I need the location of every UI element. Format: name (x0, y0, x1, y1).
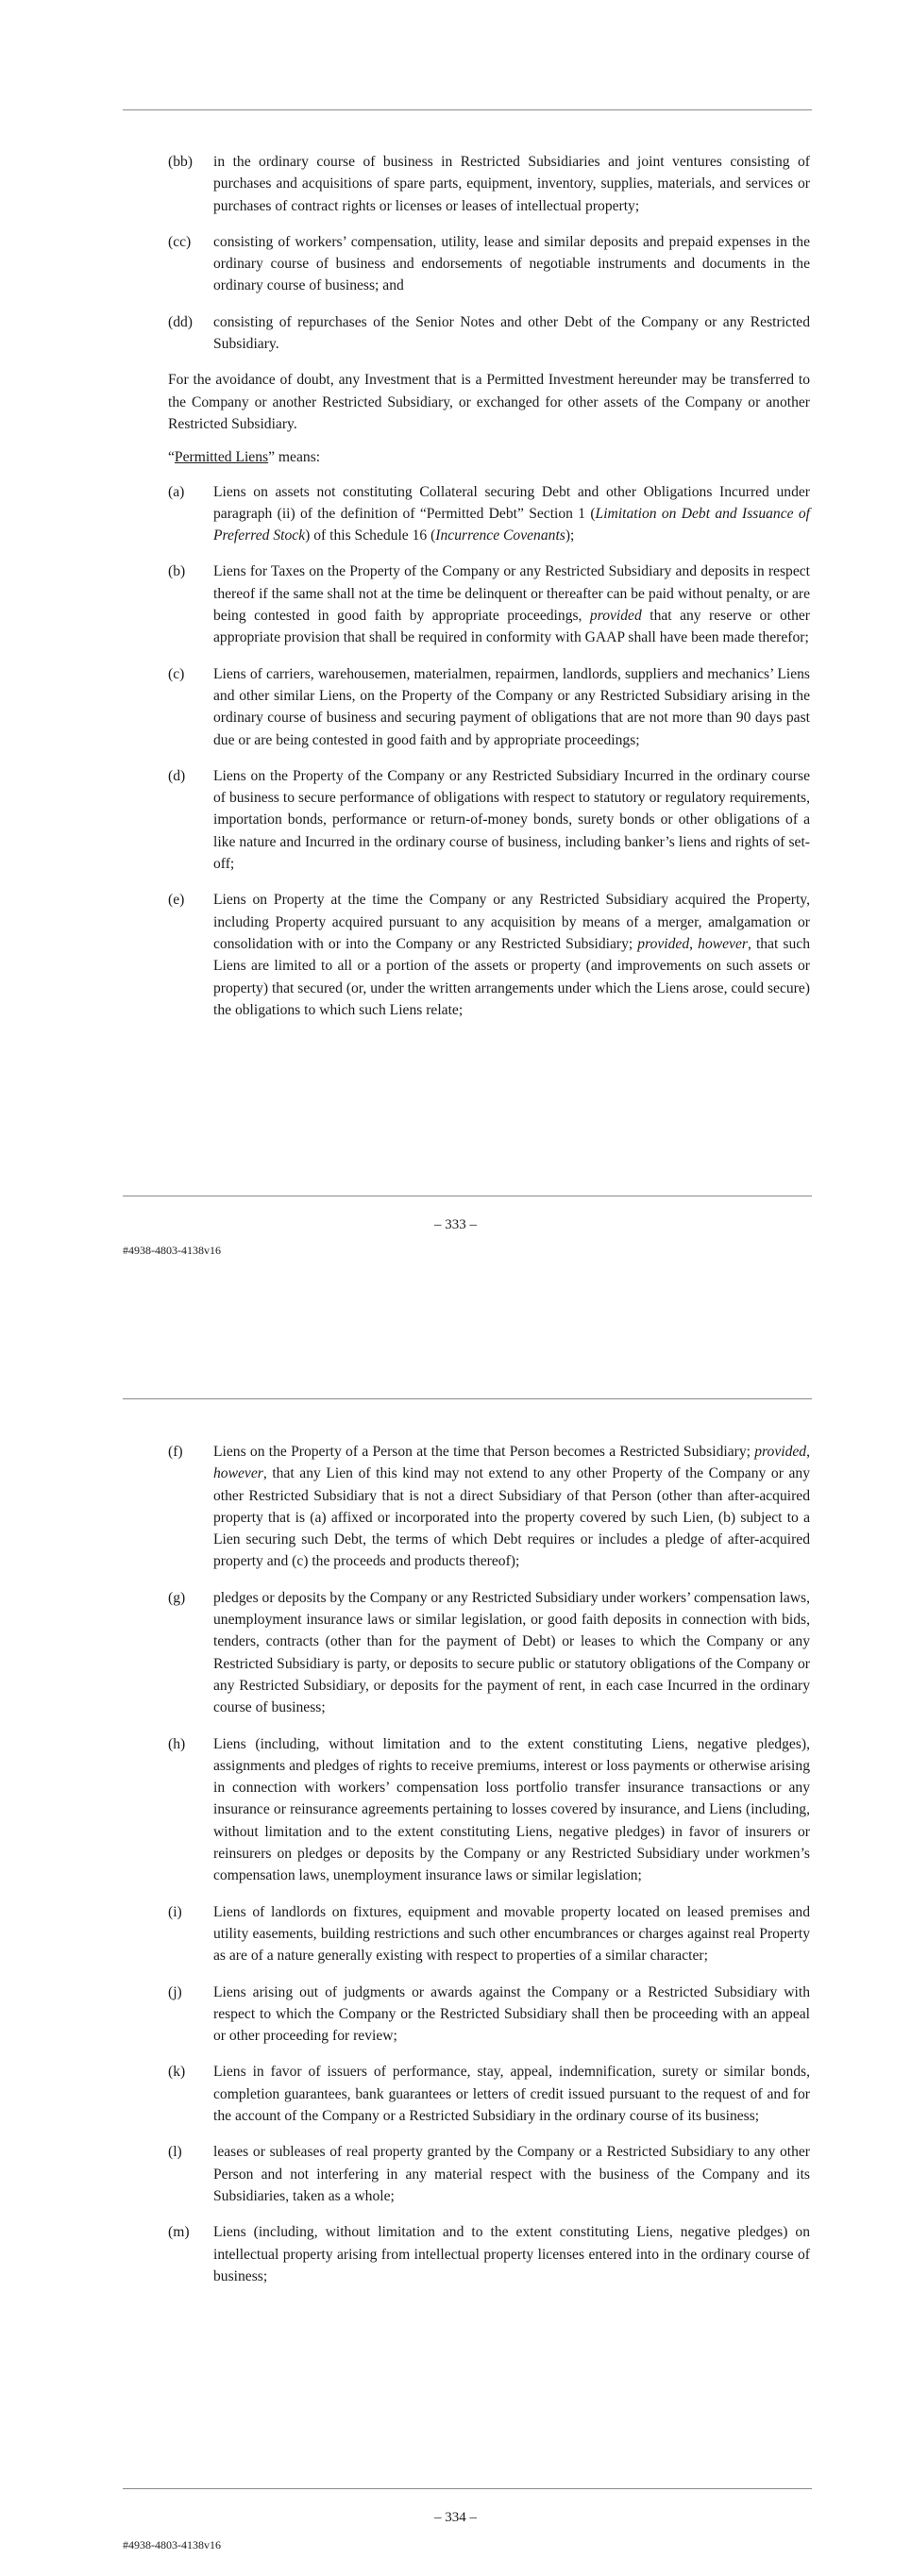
italic-run: Incurrence Covenants (435, 527, 565, 544)
text-run: Liens on assets not constituting Collateral securing Debt and other Obligations Incurred under paragraph (ii) of the definition of “Permitted Debt” Section 1 ( (213, 483, 810, 522)
page-2-top-rule (123, 1398, 812, 1399)
page-1-body (168, 151, 810, 1035)
text-run: Liens on the Property of a Person at the time that Person becomes a Restricted Subsidiary; (213, 1444, 755, 1460)
text-run: , (689, 935, 699, 952)
item-text: in the ordinary course of business in Restricted Subsidiaries and joint ventures consisting of purchases and acquisitions of spare parts, equipment, inventory, supplies, materials, and services or purchases of contract rights or licenses or leases of intellectual property; (213, 154, 810, 214)
item-text (213, 481, 810, 547)
item-text: Liens on the Property of the Company or any Restricted Subsidiary Incurred in the ordinary course of business to secure performance of obligations with respect to statutory or regulatory requirements, importation bonds, performance or return-of-money bonds, surety bonds or other obligations of a like nature and Incurred in the ordinary course of business, including banker’s liens and rights of set-off; (213, 767, 810, 873)
list-item-d (168, 765, 810, 875)
item-label: (cc) (168, 233, 192, 250)
item-label: (b) (168, 563, 186, 580)
item-text: Liens (including, without limitation and to the extent constituting Liens, negative pledges) on intellectual property arising from intellectual property licenses entered into in the ordinary course of business; (213, 2224, 810, 2284)
item-label: (k) (168, 2064, 186, 2081)
text-run: ) of this Schedule 16 ( (305, 527, 436, 544)
italic-run: provided (589, 608, 642, 625)
item-text: Liens of carriers, warehousemen, materialmen, repairmen, landlords, suppliers and mechanics’ Liens and other similar Liens, on the Property of the Company or any Restricted Subsidiary arising in the ordinary course of business and securing payment of obligations that are not more than 90 days past due or are being contested in good faith and by appropriate proceedings; (213, 665, 810, 748)
item-label: (m) (168, 2224, 190, 2241)
list-item-i (168, 1901, 810, 1967)
item-label: (g) (168, 1589, 186, 1606)
definition-heading (168, 446, 810, 468)
list-item-c (168, 663, 810, 751)
item-label: (c) (168, 665, 185, 682)
list-item-e (168, 889, 810, 1021)
open-quote: “ (168, 449, 175, 466)
document-id: #4938-4803-4138v16 (123, 2538, 221, 2551)
list-item-bb (168, 151, 810, 217)
text-run: , (806, 1444, 810, 1460)
item-text: Liens (including, without limitation and to the extent constituting Liens, negative pledges), assignments and pledges of rights to receive premiums, interest or loss payments or otherwise arising in connection with workers’ compensation loss portfolio transfer insurance transactions or any insurance or reinsurance agreements pertaining to losses covered by insurance, and Liens (including, without limitation and to the extent constituting Liens, negative pledges) in favor of insurers or reinsurers on pledges or deposits by the Company or any Restricted Subsidiary under workmen’s compensation laws, unemployment insurance laws or similar legislation; (213, 1735, 810, 1884)
item-label: (i) (168, 1903, 182, 1920)
list-item-h (168, 1733, 810, 1887)
item-text: Liens in favor of issuers of performance, stay, appeal, indemnification, surety or similar bonds, completion guarantees, bank guarantees or letters of credit issued pursuant to the request of and for the account of the Company or a Restricted Subsidiary in the ordinary course of its business; (213, 2064, 810, 2125)
text-run: , that such Liens are limited to all or a portion of the assets or property (and improvements on such assets or property) that secured (or, under the written arrangements under which the Liens arose, could secure) the obligations to which such Liens relate; (213, 935, 811, 1018)
text-run: ); (565, 527, 575, 544)
item-label: (d) (168, 767, 186, 784)
text-run: Liens for Taxes on the Property of the Company or any Restricted Subsidiary and deposits in respect thereof if the same shall not at the time be delinquent or thereafter can be paid without penalty, or are being contested in good faith by appropriate proceedings, (213, 563, 810, 625)
item-label: (dd) (168, 313, 193, 330)
item-text: Liens of landlords on fixtures, equipment and movable property located on leased premises and utility easements, building restrictions and such other encumbrances or charges against real Property as are of a nature generally existing with respect to properties of a similar character; (213, 1903, 810, 1965)
page-number: – 334 – (434, 2510, 477, 2525)
italic-run: provided (637, 935, 690, 952)
page-1-top-rule (123, 109, 812, 110)
item-text (213, 889, 810, 1021)
document-id: #4938-4803-4138v16 (123, 1244, 221, 1257)
italic-run: Limitation on Debt and Issuance of Preferred Stock (213, 505, 810, 544)
item-text (213, 1441, 810, 1573)
text-run: Liens on Property at the time the Company or any Restricted Subsidiary acquired the Property, including Property acquired pursuant to any acquisition by means of a merger, amalgamation or consolidation with or into the Company or any Restricted Subsidiary; (213, 892, 810, 952)
list-item-f (168, 1441, 810, 1573)
list-item-g (168, 1587, 810, 1719)
item-text: leases or subleases of real property granted by the Company or a Restricted Subsidiary to any other Person and not interfering in any material respect with the business of the Company and its Subsidiaries, taken as a whole; (213, 2144, 810, 2204)
list-item-l (168, 2141, 810, 2207)
italic-run: provided (754, 1444, 807, 1460)
page-number: – 333 – (434, 1217, 477, 1232)
list-item-b (168, 560, 810, 648)
list-item-k (168, 2061, 810, 2127)
text-run: that any reserve or other appropriate provision that shall be required in conformity with GAAP shall have been made therefor; (213, 608, 811, 646)
definition-suffix: ” means: (268, 449, 321, 466)
defined-term: Permitted Liens (174, 449, 269, 466)
item-label: (l) (168, 2144, 182, 2161)
avoidance-paragraph: For the avoidance of doubt, any Investment that is a Permitted Investment hereunder may be transferred to the Company or another Restricted Subsidiary, or exchanged for other assets of the Company or another Restricted Subsidiary. (168, 372, 810, 432)
page-2-bottom-rule (123, 2488, 812, 2489)
item-label: (f) (168, 1444, 183, 1460)
italic-run: however (213, 1465, 263, 1482)
item-label: (a) (168, 483, 185, 500)
item-text (213, 560, 810, 648)
item-label: (j) (168, 1983, 182, 2000)
item-text: consisting of workers’ compensation, utility, lease and similar deposits and prepaid expenses in the ordinary course of business and endorsements of negotiable instruments and documents in the ordinary course of business; and (213, 233, 810, 294)
list-item-dd (168, 311, 810, 356)
item-text: consisting of repurchases of the Senior Notes and other Debt of the Company or any Restricted Subsidiary. (213, 313, 810, 353)
italic-run: however (698, 935, 748, 952)
item-text: Liens arising out of judgments or awards against the Company or a Restricted Subsidiary with respect to which the Company or the Restricted Subsidiary shall then be proceeding with an appeal or other proceeding for review; (213, 1983, 810, 2045)
item-label: (e) (168, 892, 185, 909)
list-item-cc (168, 231, 810, 297)
text-run: , that any Lien of this kind may not extend to any other Property of the Company or any other Restricted Subsidiary that is not a direct Subsidiary of that Person (other than after-acquired property that is (a) affixed or incorporated into the property covered by such Lien, (b) subject to a Lien securing such Debt, the terms of which Debt requires or includes a pledge of after-acquired property and (c) the proceeds and products thereof); (213, 1465, 810, 1570)
item-label: (bb) (168, 154, 193, 170)
item-label: (h) (168, 1735, 186, 1752)
list-item-a (168, 481, 810, 547)
list-item-m (168, 2221, 810, 2287)
list-item-j (168, 1982, 810, 2048)
page-2-body (168, 1441, 810, 2301)
item-text: pledges or deposits by the Company or any Restricted Subsidiary under workers’ compensation laws, unemployment insurance laws or similar legislation, or good faith deposits in connection with bids, tenders, contracts (other than for the payment of Debt) or leases to which the Company or any Restricted Subsidiary is party, or deposits to secure public or statutory obligations of the Company or any Restricted Subsidiary, or deposits for the payment of rent, in each case Incurred in the ordinary course of business; (213, 1589, 810, 1716)
